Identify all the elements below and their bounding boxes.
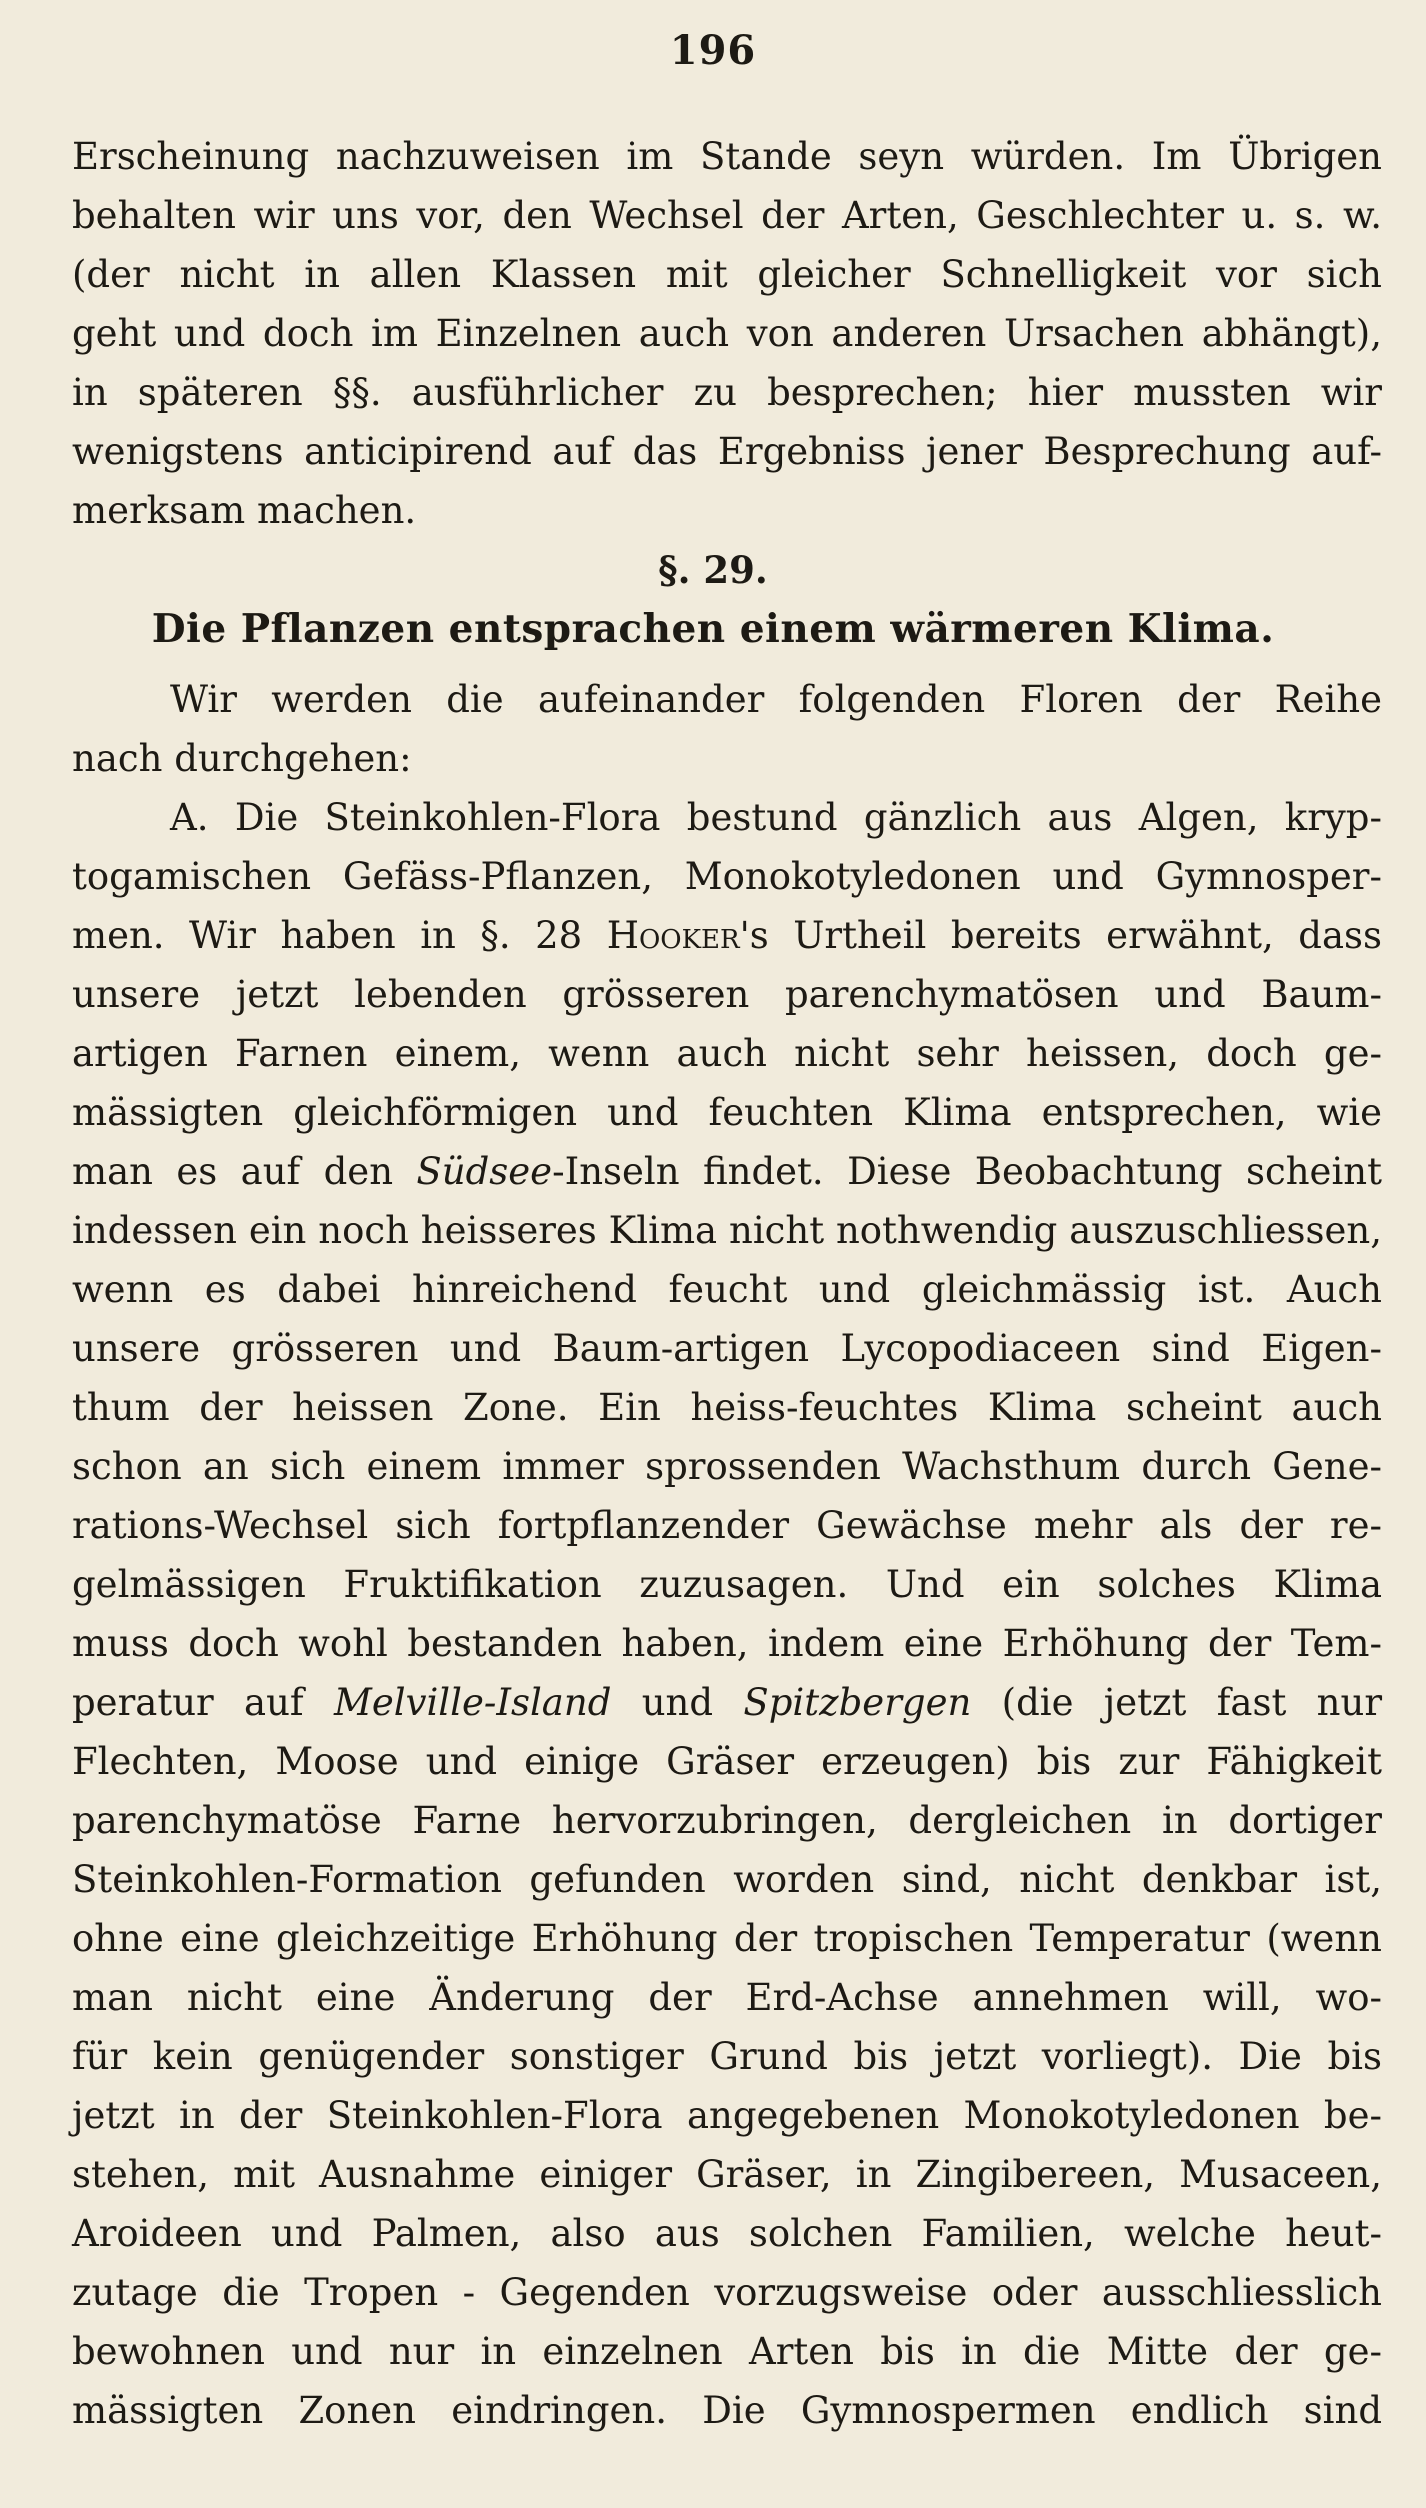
text-line: artigen Farnen einem, wenn auch nicht sehr heissen, doch ge- xyxy=(72,1032,1382,1075)
text-line: Aroideen und Palmen, also aus solchen Familien, welche heut- xyxy=(72,2212,1382,2255)
text-line: indessen ein noch heisseres Klima nicht nothwendig auszuschliessen, xyxy=(72,1209,1382,1252)
text-line: Erscheinung nachzuweisen im Stande seyn würden. Im Übrigen xyxy=(72,135,1382,178)
text-line: thum der heissen Zone. Ein heiss-feuchtes Klima scheint auch xyxy=(72,1386,1382,1429)
section-title: Die Pflanzen entsprachen einem wärmeren Klima. xyxy=(151,606,1275,652)
text-line: (der nicht in allen Klassen mit gleicher Schnelligkeit vor sich xyxy=(72,253,1382,296)
author-name: Hooker xyxy=(606,914,740,957)
text-segment: man es auf den xyxy=(72,1150,417,1193)
text-line: man nicht eine Änderung der Erd-Achse annehmen will, wo- xyxy=(72,1976,1382,2019)
text-line: Steinkohlen-Formation gefunden worden sind, nicht denkbar ist, xyxy=(72,1858,1382,1901)
text-line: muss doch wohl bestanden haben, indem eine Erhöhung der Tem- xyxy=(72,1622,1382,1665)
text-line: behalten wir uns vor, den Wechsel der Arten, Geschlechter u. s. w. xyxy=(72,194,1382,237)
text-segment: 's Urtheil bereits erwähnt, dass xyxy=(739,914,1382,957)
text-line xyxy=(72,907,1382,965)
text-line: Flechten, Moose und einige Gräser erzeugen) bis zur Fähigkeit xyxy=(72,1740,1382,1783)
text-line: A. Die Steinkohlen-Flora bestund gänzlich aus Algen, kryp- xyxy=(170,796,1382,839)
text-line: schon an sich einem immer sprossenden Wachsthum durch Gene- xyxy=(72,1445,1382,1488)
place-name: Melville-Island xyxy=(333,1681,612,1724)
text-line: gelmässigen Fruktifikation zuzusagen. Und ein solches Klima xyxy=(72,1563,1382,1606)
text-line: mässigten gleichförmigen und feuchten Klima entsprechen, wie xyxy=(72,1091,1382,1134)
text-line: wenn es dabei hinreichend feucht und gleichmässig ist. Auch xyxy=(72,1268,1382,1311)
text-line xyxy=(72,1674,1382,1732)
text-line: unsere grösseren und Baum-artigen Lycopodiaceen sind Eigen- xyxy=(72,1327,1382,1370)
place-name: Südsee xyxy=(416,1150,553,1193)
text-line: geht und doch im Einzelnen auch von anderen Ursachen abhängt), xyxy=(72,312,1382,355)
text-line: unsere jetzt lebenden grösseren parenchymatösen und Baum- xyxy=(72,973,1382,1016)
text-line: ohne eine gleichzeitige Erhöhung der tropischen Temperatur (wenn xyxy=(72,1917,1382,1960)
text-line: togamischen Gefäss-Pflanzen, Monokotyledonen und Gymnosper- xyxy=(72,855,1382,898)
text-segment: -Inseln findet. Diese Beobachtung scheint xyxy=(552,1150,1382,1193)
text-line: rations-Wechsel sich fortpflanzender Gewächse mehr als der re- xyxy=(72,1504,1382,1547)
text-line: für kein genügender sonstiger Grund bis jetzt vorliegt). Die bis xyxy=(72,2035,1382,2078)
text-line: jetzt in der Steinkohlen-Flora angegebenen Monokotyledonen be- xyxy=(72,2094,1382,2137)
section-number: §. 29. xyxy=(658,548,768,592)
text-segment: men. Wir haben in §. 28 xyxy=(72,914,607,957)
page-number: 196 xyxy=(669,27,757,74)
place-name: Spitzbergen xyxy=(743,1681,972,1724)
text-segment: und xyxy=(611,1681,744,1724)
text-segment: (die jetzt fast nur xyxy=(971,1681,1383,1724)
text-line: merksam machen. xyxy=(72,489,417,532)
text-line: zutage die Tropen - Gegenden vorzugsweise oder ausschliesslich xyxy=(72,2271,1382,2314)
text-line: stehen, mit Ausnahme einiger Gräser, in Zingibereen, Musaceen, xyxy=(72,2153,1382,2196)
text-line xyxy=(72,1143,1382,1201)
text-line: nach durchgehen: xyxy=(72,737,412,780)
text-line: bewohnen und nur in einzelnen Arten bis in die Mitte der ge- xyxy=(72,2330,1382,2373)
text-line: in späteren §§. ausführlicher zu besprechen; hier mussten wir xyxy=(72,371,1382,414)
text-line: Wir werden die aufeinander folgenden Floren der Reihe xyxy=(170,678,1382,721)
text-segment: peratur auf xyxy=(72,1681,334,1724)
text-line: mässigten Zonen eindringen. Die Gymnospermen endlich sind xyxy=(72,2389,1382,2432)
text-line: parenchymatöse Farne hervorzubringen, dergleichen in dortiger xyxy=(72,1799,1382,1842)
text-line: wenigstens anticipirend auf das Ergebniss jener Besprechung auf- xyxy=(72,430,1382,473)
